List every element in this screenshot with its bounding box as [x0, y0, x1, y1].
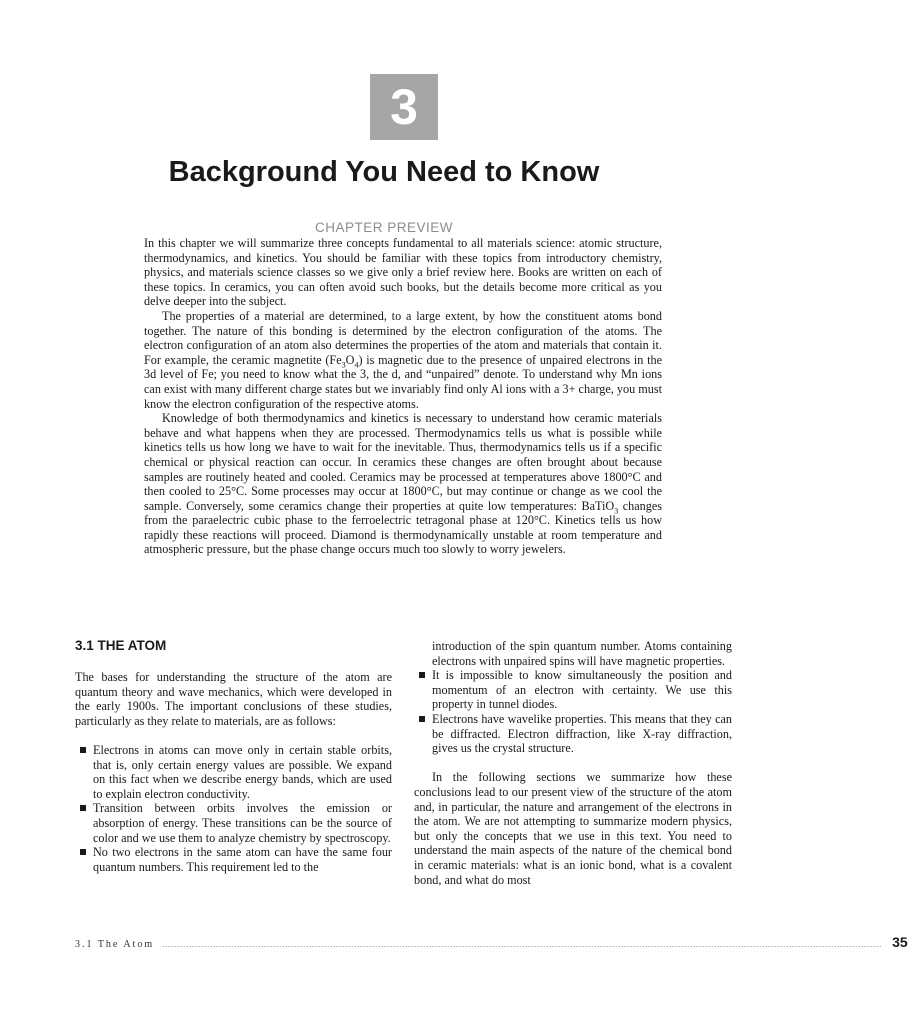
bullet-square-icon	[419, 716, 425, 722]
chapter-number: 3	[390, 79, 418, 135]
page-number: 35	[892, 934, 908, 950]
leader-dots: ................................................................................................................................................................................................................................................	[162, 940, 883, 949]
bullet-square-icon	[80, 849, 86, 855]
list-item: Transition between orbits involves the emission or absorption of energy. These transitions can be the source of color and we use them to analyze chemistry by spectroscopy.	[75, 801, 392, 845]
section-heading: 3.1 THE ATOM	[75, 638, 167, 653]
bullet-continuation: introduction of the spin quantum number. Atoms containing electrons with unpaired spins will have magnetic properties.	[432, 639, 732, 668]
section-intro: The bases for understanding the structure of the atom are quantum theory and wave mechanics, which were developed in the early 1900s. The important conclusions of these studies, particularly as they relate to materials, are as follows:	[75, 670, 392, 728]
closing-paragraph: In the following sections we summarize how these conclusions lead to our present view of the structure of the atom and, in particular, the nature and arrangement of the electrons in the atom. We are not attempting to summarize modern physics, but only the concepts that we use in this text. You need to understand the main aspects of the nature of the chemical bond in ceramic materials: what is an ionic bond, what is a covalent bond, and what do most	[414, 770, 732, 887]
chapter-number-box	[370, 74, 438, 140]
chapter-title: Background You Need to Know	[168, 156, 600, 188]
preview-paragraph-2: The properties of a material are determined, to a large extent, by how the constituent atoms bond together. The nature of this bonding is determined by the electron configuration of the atoms. The electron configuration of an atom also determines the properties of the atom and materials that contain it. For example, the ceramic magnetite $(Fe_3O_4)$ is magnetic due to the presence of unpaired electrons in the 3d level of Fe; you need to know what the 3, the d, and “unpaired” denote. To understand why Mn ions can exist with many different charge states but we invariably find only Al ions with a 3+ charge, you must know the electron configuration of the respective atoms.	[144, 308, 662, 411]
conclusions-list-left	[75, 743, 392, 874]
preview-paragraph-1: In this chapter we will summarize three concepts fundamental to all materials science: atomic structure, thermodynamics, and kinetics. You should be familiar with these topics from introductory chemistry, physics, and materials science classes so we give only a brief review here. Books are written on each of these topics. In ceramics, you can often avoid such books, but the details become more critical as you delve deeper into the subject.	[144, 236, 662, 309]
conclusions-list-right	[414, 668, 732, 756]
page-footer	[75, 934, 908, 952]
bullet-square-icon	[80, 747, 86, 753]
preview-paragraph-3: Knowledge of both thermodynamics and kinetics is necessary to understand how ceramic materials behave and what happens when they are processed. Thermodynamics tells us what is possible while kinetics tells us how long we have to wait for the inevitable. Thus, thermodynamics tells us if a specific chemical or physical reaction can occur. In ceramics these changes are often brought about because samples are routinely heated and cooled. Ceramics may be processed at temperatures above 1800°C and then cooled to 25°C. Some processes may occur at 1800°C, but may continue or change as we cool the sample. Conversely, some ceramics change their properties at quite low temperatures: BaTiO$_3$ changes from the paraelectric cubic phase to the ferroelectric tetragonal phase at 120°C. Kinetics tells us how rapidly these reactions will proceed. Diamond is thermodynamically unstable at room temperature and atmospheric pressure, but the phase change occurs much too slowly to worry jewelers.	[144, 411, 662, 557]
list-item: It is impossible to know simultaneously the position and momentum of an electron with certainty. We use this property in tunnel diodes.	[414, 668, 732, 712]
list-item: Electrons in atoms can move only in certain stable orbits, that is, only certain energy values are possible. We expand on this fact when we describe energy bands, which are used to explain electron conductivity.	[75, 743, 392, 801]
bullet-square-icon	[419, 672, 425, 678]
left-column	[75, 636, 392, 874]
bullet-square-icon	[80, 805, 86, 811]
right-column	[414, 639, 732, 887]
running-head: 3.1 The Atom	[75, 939, 155, 950]
chapter-preview-heading: CHAPTER PREVIEW	[314, 220, 454, 235]
chapter-preview	[144, 236, 662, 557]
list-item: Electrons have wavelike properties. This means that they can be diffracted. Electron diffraction, like X-ray diffraction, gives us the crystal structure.	[414, 712, 732, 756]
list-item: No two electrons in the same atom can have the same four quantum numbers. This requirement led to the	[75, 845, 392, 874]
